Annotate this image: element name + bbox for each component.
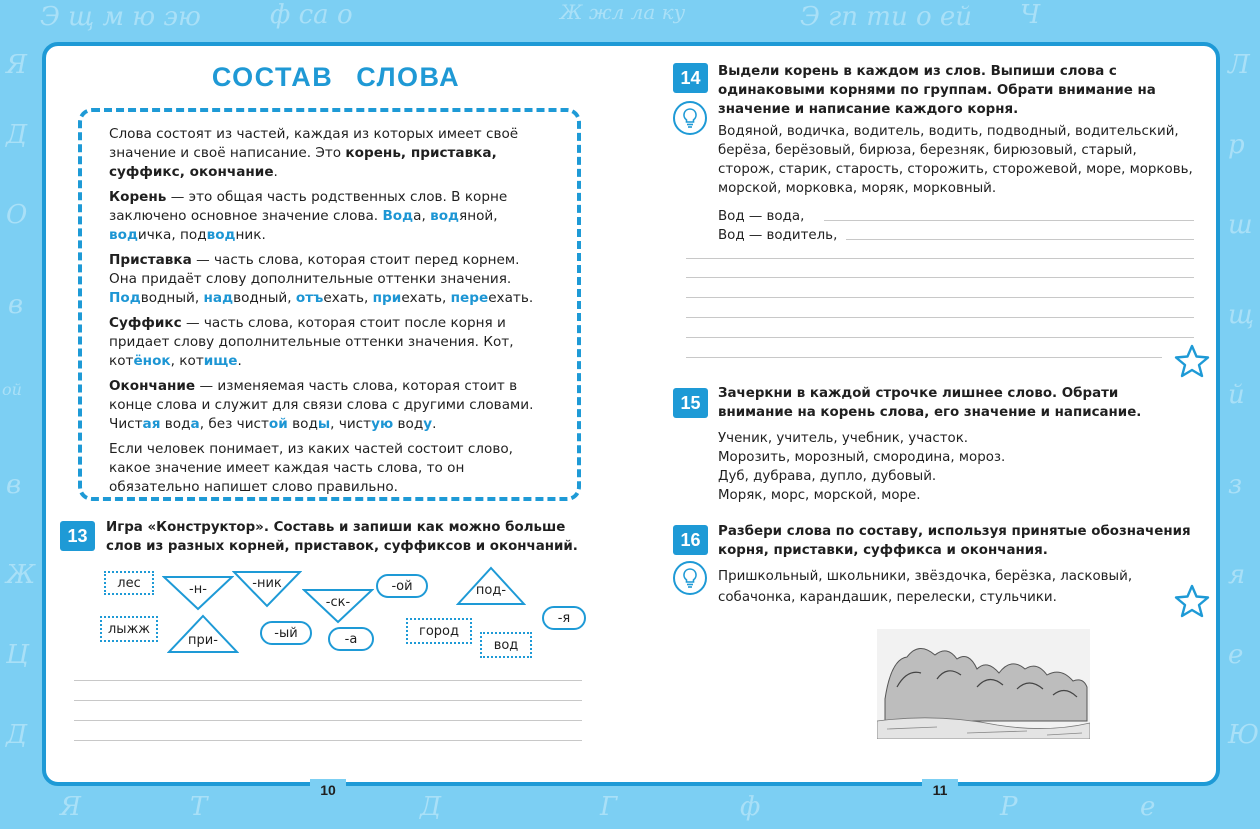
task-14-example-2: Вод — водитель,: [718, 228, 838, 243]
piece-ending-oy[interactable]: -ой: [376, 574, 428, 598]
highlighted-morpheme: ёнок: [133, 353, 171, 369]
piece-root-les[interactable]: лес: [104, 571, 154, 595]
writing-line[interactable]: [74, 700, 582, 701]
task-13-text: Игра «Конструктор». Составь и запиши как можно больше слов из разных корней, приставок, суффиксов и окончаний.: [106, 520, 578, 554]
piece-prefix-pri[interactable]: при-: [167, 614, 239, 654]
task-15-line-3[interactable]: Дуб, дубрава, дупло, дубовый.: [718, 469, 937, 484]
task-number-15: 15: [673, 388, 708, 418]
piece-ending-a[interactable]: -а: [328, 627, 374, 651]
writing-line[interactable]: [686, 357, 1162, 358]
rule-ending: Окончание — изменяемая часть слова, которая стоит в конце слова и служит для связи слова с другими словами. Чистая вода, без чистой воды, чистую воду.: [109, 378, 534, 432]
task-15-line-2[interactable]: Морозить, морозный, смородина, мороз.: [718, 450, 1006, 465]
writing-line[interactable]: [686, 258, 1194, 259]
writing-line[interactable]: [686, 297, 1194, 298]
highlighted-morpheme: ой: [268, 416, 288, 432]
writing-line[interactable]: [74, 740, 582, 741]
piece-ending-ya[interactable]: -я: [542, 606, 586, 630]
page-title: СОСТАВ СЛОВА: [211, 62, 461, 92]
piece-suffix-nik[interactable]: -ник: [232, 570, 302, 608]
piece-root-vod[interactable]: вод: [480, 632, 532, 658]
suffix-examples: котёнок, котище.: [109, 353, 242, 369]
task-15-line-1[interactable]: Ученик, учитель, учебник, участок.: [718, 431, 969, 446]
task-14-text: Выдели корень в каждом из слов. Выпиши слова с одинаковыми корнями по группам. Обрати внимание на значение и написание каждого корня.: [718, 64, 1156, 117]
highlighted-morpheme: вод: [430, 208, 460, 224]
left-page: [46, 46, 636, 798]
piece-ending-yy[interactable]: -ый: [260, 621, 312, 645]
piece-root-gorod[interactable]: город: [406, 618, 472, 644]
writing-line[interactable]: [74, 720, 582, 721]
highlighted-morpheme: ы: [317, 416, 331, 432]
task-16-text: Разбери слова по составу, используя принятые обозначения корня, приставки, суффикса и окончания.: [718, 524, 1191, 558]
task-15-text: Зачеркни в каждой строчке лишнее слово. Обрати внимание на корень слова, его значение и написание.: [718, 386, 1142, 420]
highlighted-morpheme: ая: [142, 416, 161, 432]
rule-box: [78, 108, 581, 501]
highlighted-morpheme: вод: [109, 227, 138, 243]
lightbulb-icon: [673, 561, 707, 595]
task-number-14: 14: [673, 63, 708, 93]
writing-line[interactable]: [686, 277, 1194, 278]
highlighted-morpheme: ую: [371, 416, 394, 432]
page-number: 11: [922, 779, 958, 801]
highlighted-morpheme: ище: [203, 353, 238, 369]
highlighted-morpheme: вод: [206, 227, 236, 243]
task-number-16: 16: [673, 525, 708, 555]
task-14-example-1: Вод — вода,: [718, 209, 805, 224]
star-icon: [1174, 584, 1210, 618]
highlighted-morpheme: отъ: [295, 290, 324, 306]
highlighted-morpheme: при: [372, 290, 402, 306]
root-examples: Вода, водяной, водичка, подводник.: [109, 208, 498, 243]
writing-line[interactable]: [686, 337, 1194, 338]
highlighted-morpheme: а: [190, 416, 200, 432]
page-number: 10: [310, 779, 346, 801]
right-page: [636, 46, 1216, 798]
task-number-13: 13: [60, 521, 95, 551]
writing-line[interactable]: [74, 680, 582, 681]
piece-prefix-pod[interactable]: под-: [456, 566, 526, 606]
rule-root: Корень — это общая часть родственных слов. В корне заключено основное значение слова. Вода, водяной, водичка, подводник.: [109, 189, 508, 243]
writing-line[interactable]: [686, 317, 1194, 318]
task-16-words: Пришкольный, школьники, звёздочка, берёзка, ласковый, собачонка, карандашик, перелески, стульчики.: [718, 569, 1133, 605]
task-15-line-4[interactable]: Моряк, морс, морской, море.: [718, 488, 921, 503]
highlighted-morpheme: у: [423, 416, 433, 432]
highlighted-morpheme: Под: [109, 290, 141, 306]
rule-prefix: Приставка — часть слова, которая стоит перед корнем. Она придаёт слову дополнительные оттенки значения. Подводный, надводный, отъехать, приехать, переехать.: [109, 252, 534, 306]
background-pattern: Э щ м ю эю ф са о Ж жл ла ку Э гп ти о ей Ч Я Д О в ой в Ж Ц Д Л р ш щ й з я е Ю Я Т Д Г ф Р е: [2, 0, 1260, 822]
highlighted-morpheme: над: [203, 290, 234, 306]
workbook-spread: [42, 42, 1220, 798]
piece-root-lyzh[interactable]: лыжж: [100, 616, 158, 642]
rule-conclusion: Если человек понимает, из каких частей состоит слово, какое значение имеет каждая часть слова, то он обязательно напишет слово правильно.: [109, 441, 513, 495]
writing-line[interactable]: [846, 239, 1194, 240]
task-14-words: Водяной, водичка, водитель, водить, подводный, водительский, берёза, берёзовый, бирюза, березняк, бирюзовый, старый, сторож, старик, старость, сторожить, сторожевой, море, морковь, морской, морковка, моряк, морковный.: [718, 124, 1193, 196]
prefix-examples: Подводный, надводный, отъехать, приехать, переехать.: [109, 290, 534, 306]
writing-line[interactable]: [824, 220, 1194, 221]
highlighted-morpheme: Вод: [382, 208, 414, 224]
star-icon: [1174, 344, 1210, 378]
ending-examples: Чистая вода, без чистой воды, чистую воду.: [109, 416, 437, 432]
piece-suffix-sk[interactable]: -ск-: [302, 588, 374, 624]
rule-intro: Слова состоят из частей, каждая из которых имеет своё значение и своё написание. Это корень, приставка, суффикс, окончание.: [109, 126, 519, 180]
highlighted-morpheme: пере: [450, 290, 489, 306]
rule-suffix: Суффикс — часть слова, которая стоит после корня и придает слову дополнительные оттенки значения. Кот, котёнок, котище.: [109, 315, 514, 369]
piece-suffix-n[interactable]: -н-: [162, 575, 234, 611]
forest-illustration: [877, 629, 1090, 739]
lightbulb-icon: [673, 101, 707, 135]
